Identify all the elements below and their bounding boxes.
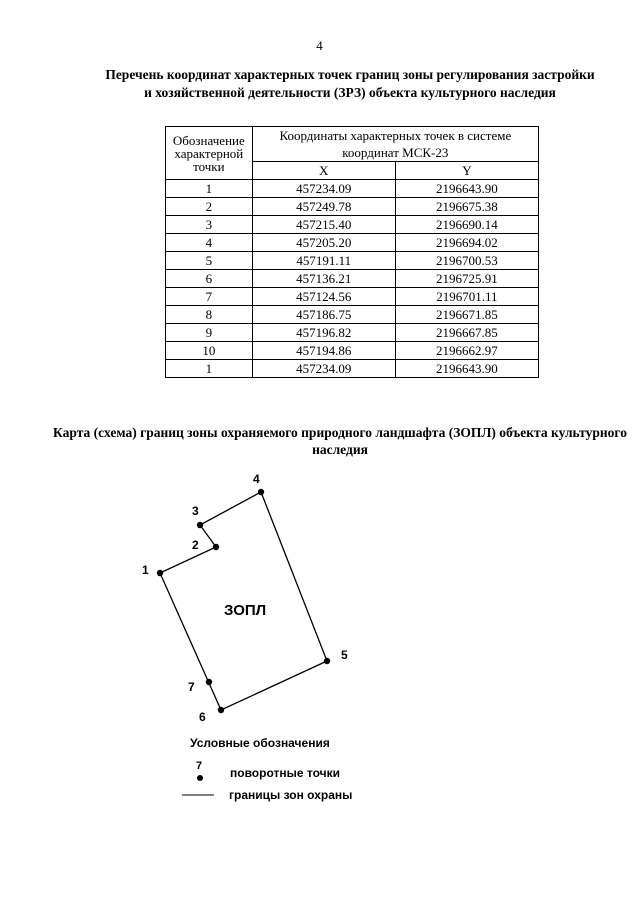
x-coordinate-cell: 457205.20 [252,234,395,252]
map-title: Карта (схема) границ зоны охраняемого природного ландшафта (ЗОПЛ) объекта культурного наследия [53,425,627,457]
legend-line-text: границы зон охраны [229,788,353,802]
point-label: 4 [253,472,260,486]
legend-point-text: поворотные точки [230,766,340,780]
point-designation-cell: 10 [166,342,253,360]
x-coordinate-cell: 457186.75 [252,306,395,324]
y-coordinate-cell: 2196700.53 [395,252,538,270]
turning-point-marker [218,707,224,713]
point-designation-cell: 1 [166,180,253,198]
point-label: 5 [341,648,348,662]
x-coordinate-cell: 457249.78 [252,198,395,216]
point-label: 2 [192,538,199,552]
map-point-1 [142,563,163,577]
zone-label: ЗОПЛ [224,602,267,619]
coordinates-list-title: Перечень координат характерных точек границ зоны регулирования застройки и хозяйственной деятельности (ЗРЗ) объекта культурного наследия [105,67,595,100]
point-designation-cell: 8 [166,306,253,324]
zone-boundary-line [160,492,327,710]
y-coordinate-cell: 2196701.11 [395,288,538,306]
x-coordinate-cell: 457196.82 [252,324,395,342]
y-coordinate-cell: 2196662.97 [395,342,538,360]
y-coordinate-cell: 2196643.90 [395,360,538,378]
x-coordinate-cell: 457234.09 [252,360,395,378]
x-coordinate-cell: 457124.56 [252,288,395,306]
table-row [166,342,539,360]
y-coordinate-cell: 2196667.85 [395,324,538,342]
point-designation-cell: 4 [166,234,253,252]
turning-point-marker [157,570,163,576]
point-designation-cell: 6 [166,270,253,288]
coordinates-table-body [166,180,539,378]
map-point-5 [324,648,348,664]
point-designation-cell: 7 [166,288,253,306]
header-x: X [252,162,395,180]
zone-map [0,465,639,905]
table-row [166,306,539,324]
header-y: Y [395,162,538,180]
turning-point-marker [213,544,219,550]
map-point-4 [253,472,264,495]
page-number: 4 [316,38,323,53]
y-coordinate-cell: 2196675.38 [395,198,538,216]
header-point-designation: Обозначение характерной точки [166,127,253,180]
point-label: 1 [142,563,149,577]
table-row [166,270,539,288]
y-coordinate-cell: 2196690.14 [395,216,538,234]
map-legend [182,736,352,802]
table-row [166,360,539,378]
table-row [166,198,539,216]
point-label: 3 [192,504,199,518]
x-coordinate-cell: 457136.21 [252,270,395,288]
table-row [166,324,539,342]
table-row [166,180,539,198]
map-point-3 [192,504,203,528]
point-designation-cell: 5 [166,252,253,270]
point-designation-cell: 2 [166,198,253,216]
y-coordinate-cell: 2196671.85 [395,306,538,324]
table-row [166,288,539,306]
header-coordinate-system: Координаты характерных точек в системе координат МСК-23 [252,127,538,162]
map-point-6 [199,707,224,724]
point-label: 6 [199,710,206,724]
point-designation-cell: 3 [166,216,253,234]
map-point-7 [188,679,212,694]
y-coordinate-cell: 2196643.90 [395,180,538,198]
point-designation-cell: 1 [166,360,253,378]
turning-point-marker [206,679,212,685]
turning-point-marker [258,489,264,495]
x-coordinate-cell: 457191.11 [252,252,395,270]
table-row [166,216,539,234]
turning-point-marker [324,658,330,664]
y-coordinate-cell: 2196694.02 [395,234,538,252]
turning-point-marker [197,522,203,528]
x-coordinate-cell: 457234.09 [252,180,395,198]
x-coordinate-cell: 457194.86 [252,342,395,360]
point-designation-cell: 9 [166,324,253,342]
y-coordinate-cell: 2196725.91 [395,270,538,288]
table-row [166,252,539,270]
legend-point-marker [197,775,203,781]
legend-point-sample-label: 7 [196,760,203,772]
x-coordinate-cell: 457215.40 [252,216,395,234]
map-point-2 [192,538,219,552]
table-row [166,234,539,252]
legend-title: Условные обозначения [190,736,330,750]
coordinates-table [165,126,539,378]
point-label: 7 [188,680,195,694]
